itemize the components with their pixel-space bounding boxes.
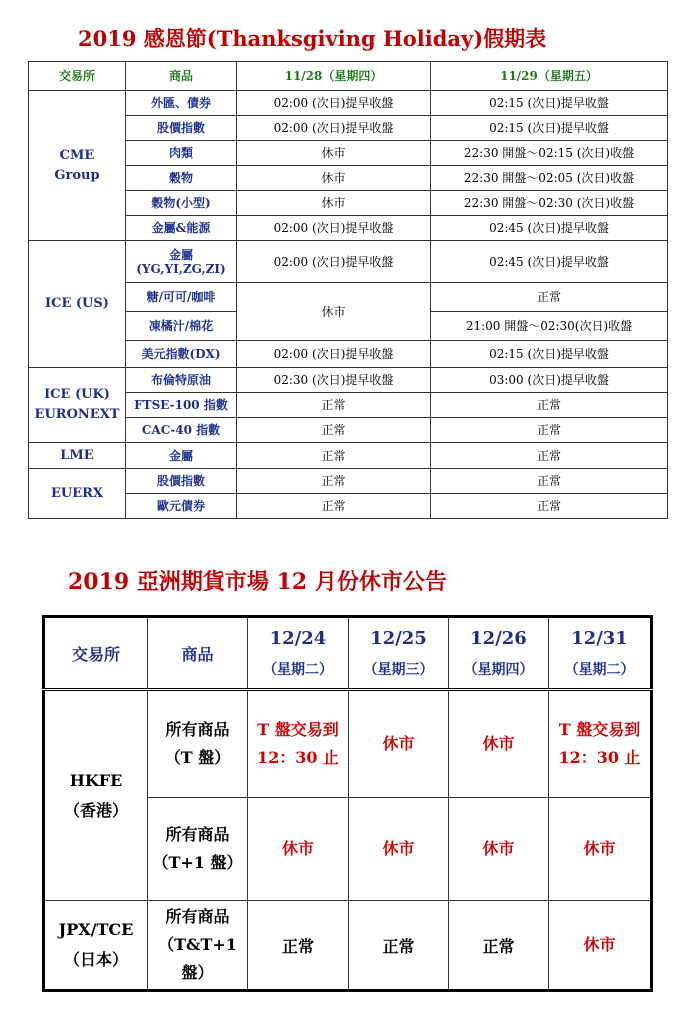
product-cell: 美元指數(DX) [126,341,237,368]
value-cell: 03:00 (次日)提早收盤 [431,368,668,393]
product-cell: 穀物 [126,166,237,191]
exchange-cme: CME Group [29,91,126,241]
table-row [29,241,668,283]
table-row [29,443,668,469]
table-row [44,901,652,991]
header-product: 商品 [126,62,237,91]
status-cell: T 盤交易到 12：30 止 [248,690,349,798]
product-cell: 所有商品 （T&T+1 盤） [148,901,248,991]
asia-holiday-title: 2019 亞洲期貨市場 12 月份休市公告 [68,569,447,595]
value-cell: 02:30 (次日)提早收盤 [237,368,431,393]
product-cell: 所有商品 （T 盤） [148,690,248,798]
status-cell: 休市 [248,798,349,901]
product-cell: 歐元債券 [126,494,237,519]
status-cell: 休市 [349,690,449,798]
status-cell: 休市 [449,798,549,901]
value-cell: 02:00 (次日)提早收盤 [237,216,431,241]
product-cell: FTSE-100 指數 [126,393,237,418]
thanksgiving-holiday-table [28,61,668,519]
product-cell: 外匯、債券 [126,91,237,116]
exchange-ice-us: ICE (US) [29,241,126,368]
product-cell: 所有商品 （T+1 盤） [148,798,248,901]
product-cell: 凍橘汁/棉花 [126,312,237,341]
value-cell: 正常 [237,443,431,469]
table-row [29,469,668,494]
status-cell: 正常 [349,901,449,991]
product-cell: 金屬 (YG,YI,ZG,ZI) [126,241,237,283]
product-cell: CAC-40 指數 [126,418,237,443]
value-cell: 02:00 (次日)提早收盤 [237,241,431,283]
value-cell: 02:15 (次日)提早收盤 [431,116,668,141]
product-cell: 肉類 [126,141,237,166]
value-cell: 正常 [431,283,668,312]
exchange-hkfe: HKFE （香港） [44,690,148,901]
value-cell: 正常 [431,443,668,469]
header-exchange: 交易所 [29,62,126,91]
value-cell: 正常 [431,418,668,443]
table-row [44,690,652,798]
table-header-row [44,617,652,690]
value-cell: 22:30 開盤～02:15 (次日)收盤 [431,141,668,166]
header-date-1128: 11/28（星期四） [237,62,431,91]
header-product: 商品 [148,617,248,690]
value-cell: 21:00 開盤～02:30(次日)收盤 [431,312,668,341]
exchange-euerx: EUERX [29,469,126,519]
table-header-row [29,62,668,91]
value-cell: 正常 [237,393,431,418]
value-cell: 22:30 開盤～02:30 (次日)收盤 [431,191,668,216]
header-date-1231: 12/31 （星期二） [549,617,652,690]
value-cell: 02:15 (次日)提早收盤 [431,91,668,116]
status-cell: 正常 [449,901,549,991]
product-cell: 金屬&能源 [126,216,237,241]
value-cell: 正常 [237,469,431,494]
product-cell: 股價指數 [126,469,237,494]
header-date-1226: 12/26 （星期四） [449,617,549,690]
status-cell: 休市 [349,798,449,901]
product-cell: 穀物(小型) [126,191,237,216]
header-exchange: 交易所 [44,617,148,690]
value-cell: 02:00 (次日)提早收盤 [237,341,431,368]
value-cell: 02:00 (次日)提早收盤 [237,91,431,116]
value-cell: 02:45 (次日)提早收盤 [431,241,668,283]
value-cell: 休市 [237,141,431,166]
status-cell: T 盤交易到 12：30 止 [549,690,652,798]
exchange-lme: LME [29,443,126,469]
header-date-1224: 12/24 （星期二） [248,617,349,690]
product-cell: 股價指數 [126,116,237,141]
value-cell: 休市 [237,191,431,216]
asia-futures-holiday-table [42,615,653,992]
value-cell: 22:30 開盤～02:05 (次日)收盤 [431,166,668,191]
value-cell: 正常 [237,494,431,519]
product-cell: 布倫特原油 [126,368,237,393]
value-cell: 休市 [237,166,431,191]
value-cell: 正常 [431,494,668,519]
exchange-jpx-tce: JPX/TCE （日本） [44,901,148,991]
value-cell: 正常 [431,469,668,494]
header-date-1129: 11/29（星期五） [431,62,668,91]
status-cell: 休市 [549,901,652,991]
value-cell: 02:00 (次日)提早收盤 [237,116,431,141]
product-cell: 金屬 [126,443,237,469]
table-row [29,368,668,393]
thanksgiving-title: 2019 感恩節(Thanksgiving Holiday)假期表 [78,26,547,51]
value-cell: 02:45 (次日)提早收盤 [431,216,668,241]
product-cell: 糖/可可/咖啡 [126,283,237,312]
header-date-1225: 12/25 （星期三） [349,617,449,690]
value-cell: 正常 [237,418,431,443]
status-cell: 休市 [549,798,652,901]
table-row [29,91,668,116]
status-cell: 正常 [248,901,349,991]
status-cell: 休市 [449,690,549,798]
value-cell: 02:15 (次日)提早收盤 [431,341,668,368]
exchange-ice-uk: ICE (UK) EURONEXT [29,368,126,443]
value-cell: 休市 [237,283,431,341]
value-cell: 正常 [431,393,668,418]
